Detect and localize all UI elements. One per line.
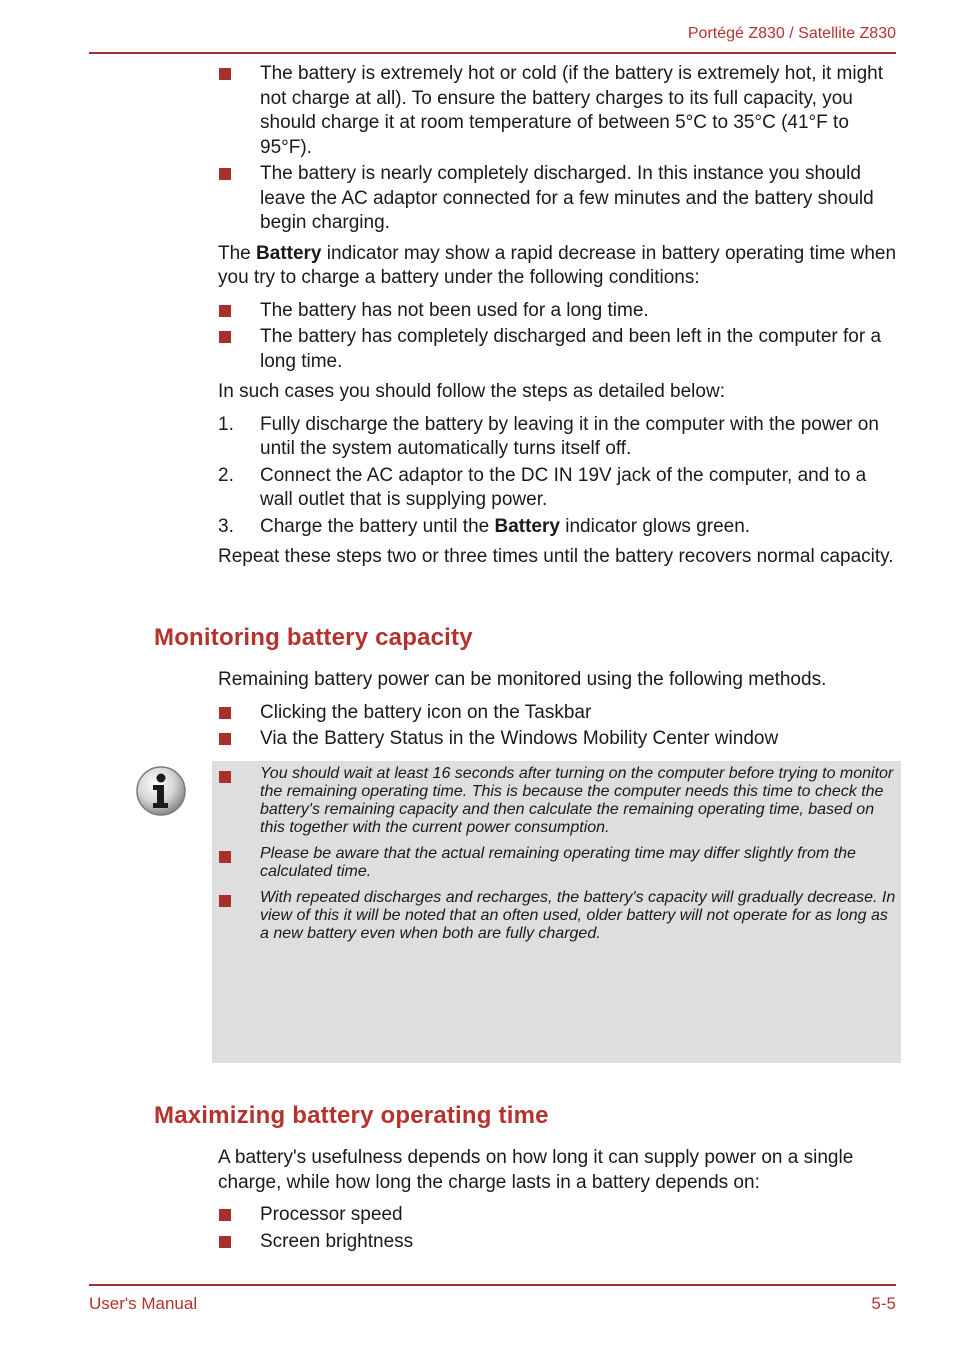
- square-bullet-icon: [219, 851, 231, 863]
- list-item: 2. Connect the AC adaptor to the DC IN 19V jack of the computer, and to a wall outlet that is supplying power.: [218, 464, 867, 510]
- list-item: The battery is extremely hot or cold (if the battery is extremely hot, it might not charge at all). To ensure the battery charges to its full capacity, you should charge it at room temperature of between 5°C to 35°C (41°F to 95°F).: [218, 62, 898, 160]
- list-item: With repeated discharges and recharges, the battery's capacity will gradually decrease. In view of this it will be noted that an often used, older battery will not operate for as long as a new battery even when both are fully charged.: [218, 889, 896, 943]
- list-item: Via the Battery Status in the Windows Mobility Center window: [218, 727, 898, 752]
- square-bullet-icon: [219, 1209, 231, 1221]
- paragraph: Repeat these steps two or three times until the battery recovers normal capacity.: [218, 546, 894, 567]
- footer-title: User's Manual: [89, 1294, 198, 1313]
- list-item: The battery has not been used for a long time.: [218, 299, 898, 324]
- square-bullet-icon: [219, 68, 231, 80]
- paragraph: In such cases you should follow the steps as detailed below:: [218, 381, 725, 402]
- footer-rule: [89, 1284, 896, 1286]
- page-number: 5-5: [871, 1294, 896, 1313]
- list-item: 1. Fully discharge the battery by leaving it in the computer with the power on until the system automatically turns itself off.: [218, 413, 879, 459]
- list-item: Please be aware that the actual remaining operating time may differ slightly from the calculated time.: [218, 845, 896, 881]
- list-item: The battery is nearly completely discharged. In this instance you should leave the AC adaptor connected for a few minutes and the battery should begin charging.: [218, 162, 898, 236]
- note-box: [212, 761, 901, 1063]
- bullet-list: [218, 1203, 898, 1254]
- square-bullet-icon: [219, 305, 231, 317]
- square-bullet-icon: [219, 168, 231, 180]
- square-bullet-icon: [219, 895, 231, 907]
- list-item: The battery has completely discharged and been left in the computer for a long time.: [218, 325, 898, 374]
- list-item: Screen brightness: [218, 1230, 898, 1255]
- content-block-1: [218, 62, 898, 570]
- numbered-list: [218, 413, 898, 540]
- content-block-2: [218, 668, 898, 754]
- bullet-list: [218, 62, 898, 236]
- square-bullet-icon: [219, 707, 231, 719]
- list-item: Clicking the battery icon on the Taskbar: [218, 701, 898, 726]
- square-bullet-icon: [219, 331, 231, 343]
- square-bullet-icon: [219, 733, 231, 745]
- section-heading: Maximizing battery operating time: [154, 1102, 549, 1129]
- note-list: [218, 765, 896, 951]
- bullet-list: [218, 701, 898, 752]
- paragraph: Remaining battery power can be monitored using the following methods.: [218, 669, 827, 690]
- header-rule: [89, 52, 896, 54]
- list-item: You should wait at least 16 seconds after turning on the computer before trying to monitor the remaining operating time. This is because the computer needs this time to check the battery's remaining capacity and then calculate the remaining operating time, based on this together with the current power consumption.: [218, 765, 896, 837]
- list-item: Processor speed: [218, 1203, 898, 1228]
- square-bullet-icon: [219, 1236, 231, 1248]
- list-item: 3. Charge the battery until the Battery indicator glows green.: [218, 515, 751, 537]
- paragraph: The Battery indicator may show a rapid decrease in battery operating time when you try to charge a battery under the following conditions:: [218, 242, 897, 288]
- square-bullet-icon: [219, 771, 231, 783]
- section-heading: Monitoring battery capacity: [154, 624, 473, 651]
- paragraph: A battery's usefulness depends on how long it can supply power on a single charge, while how long the charge lasts in a battery depends on:: [218, 1147, 854, 1193]
- running-header: Portégé Z830 / Satellite Z830: [687, 25, 896, 42]
- bullet-list: [218, 299, 898, 375]
- content-block-3: [218, 1146, 898, 1256]
- info-icon: [135, 765, 187, 817]
